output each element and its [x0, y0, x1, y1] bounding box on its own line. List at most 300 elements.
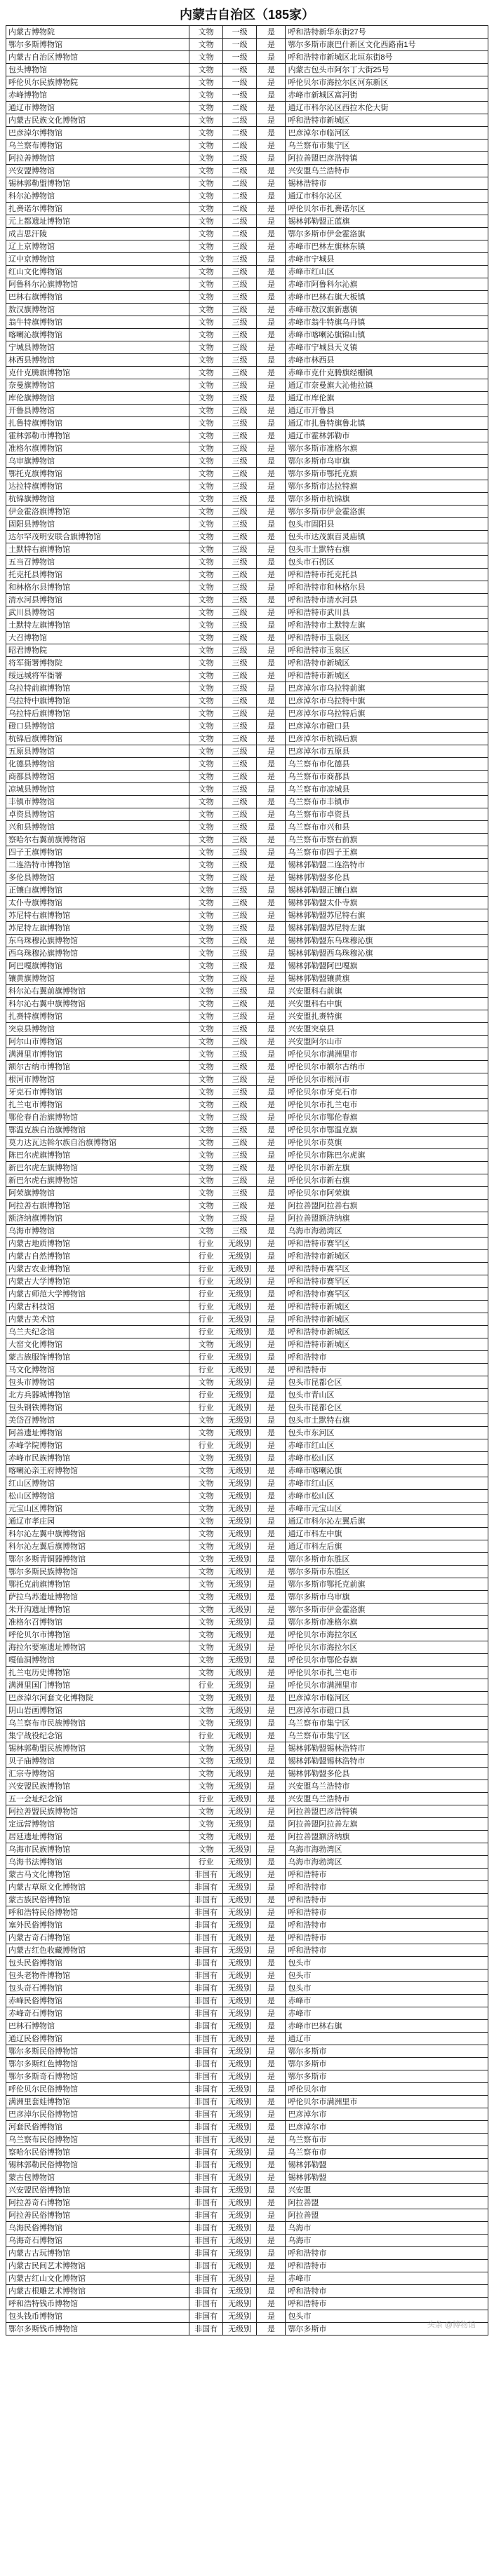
museum-type-cell: 非国有 — [189, 2007, 223, 2020]
museum-free-cell: 是 — [257, 203, 286, 215]
museum-name-cell: 内蒙古农业博物馆 — [6, 1263, 189, 1275]
museum-free-cell: 是 — [257, 1515, 286, 1528]
museum-type-cell: 文物 — [189, 1503, 223, 1515]
museum-free-cell: 是 — [257, 2247, 286, 2260]
table-row — [6, 859, 488, 872]
museum-address-cell: 通辽市开鲁县 — [286, 405, 488, 417]
table-row — [6, 1944, 488, 1957]
table-row — [6, 102, 488, 114]
museum-free-cell: 是 — [257, 152, 286, 165]
museum-name-cell: 库伦旗博物馆 — [6, 392, 189, 405]
museum-name-cell: 嘎仙洞博物馆 — [6, 1654, 189, 1667]
table-row — [6, 594, 488, 606]
museum-name-cell: 阿拉善奇石博物馆 — [6, 2197, 189, 2209]
table-row — [6, 581, 488, 594]
table-row — [6, 1439, 488, 1452]
museum-address-cell: 呼和浩特市新城区 — [286, 1313, 488, 1326]
museum-address-cell: 呼伦贝尔市新左旗 — [286, 1162, 488, 1174]
museum-name-cell: 内蒙古古玩博物馆 — [6, 2247, 189, 2260]
museum-name-cell: 乌兰察布市民族博物馆 — [6, 1717, 189, 1730]
table-row — [6, 127, 488, 140]
museum-type-cell: 文物 — [189, 1086, 223, 1099]
museum-address-cell: 通辽市科尔沁左翼后旗 — [286, 1515, 488, 1528]
museum-type-cell: 文物 — [189, 1717, 223, 1730]
museum-free-cell: 是 — [257, 1149, 286, 1162]
museum-type-cell: 文物 — [189, 1629, 223, 1641]
museum-level-cell: 无级别 — [223, 1995, 257, 2007]
museum-name-cell: 凉城县博物馆 — [6, 783, 189, 796]
table-row — [6, 985, 488, 998]
museum-name-cell: 托克托县博物馆 — [6, 569, 189, 581]
museum-free-cell: 是 — [257, 1793, 286, 1805]
museum-name-cell: 开鲁县博物馆 — [6, 405, 189, 417]
museum-type-cell: 文物 — [189, 291, 223, 304]
table-row — [6, 2222, 488, 2235]
museum-address-cell: 赤峰市阿鲁科尔沁旗 — [286, 278, 488, 291]
museum-address-cell: 呼和浩特市 — [286, 1869, 488, 1881]
table-row — [6, 1402, 488, 1414]
museum-name-cell: 满洲里国门博物馆 — [6, 1679, 189, 1692]
museum-name-cell: 正镶白旗博物馆 — [6, 884, 189, 897]
museum-level-cell: 三级 — [223, 1200, 257, 1212]
museum-level-cell: 无级别 — [223, 1654, 257, 1667]
museum-type-cell: 文物 — [189, 619, 223, 632]
museum-address-cell: 赤峰市喀喇沁旗锦山镇 — [286, 329, 488, 341]
museum-level-cell: 无级别 — [223, 1982, 257, 1995]
museum-address-cell: 呼和浩特新华东街27号 — [286, 26, 488, 39]
table-row — [6, 2033, 488, 2045]
museum-name-cell: 巴林石博物馆 — [6, 2020, 189, 2033]
museum-address-cell: 兴安盟阿尔山市 — [286, 1036, 488, 1048]
museum-name-cell: 马文化博物馆 — [6, 1364, 189, 1376]
museum-free-cell: 是 — [257, 581, 286, 594]
museum-name-cell: 巴彦淖尔民俗博物馆 — [6, 2108, 189, 2121]
museum-name-cell: 将军衙署博物院 — [6, 657, 189, 670]
museum-address-cell: 赤峰市林西县 — [286, 354, 488, 367]
museum-address-cell: 赤峰市 — [286, 2272, 488, 2285]
table-row — [6, 2247, 488, 2260]
museum-name-cell: 满洲里套娃博物馆 — [6, 2096, 189, 2108]
museum-free-cell: 是 — [257, 455, 286, 468]
museum-level-cell: 无级别 — [223, 1805, 257, 1818]
museum-free-cell: 是 — [257, 278, 286, 291]
museum-name-cell: 太仆寺旗博物馆 — [6, 897, 189, 909]
museum-address-cell: 鄂尔多斯市伊金霍洛旗 — [286, 506, 488, 518]
museum-address-cell: 乌兰察布市察右前旗 — [286, 834, 488, 846]
museum-type-cell: 行业 — [189, 1238, 223, 1250]
museum-name-cell: 乌海市博物馆 — [6, 1225, 189, 1238]
museum-address-cell: 鄂尔多斯市准格尔旗 — [286, 1616, 488, 1629]
museum-free-cell: 是 — [257, 1389, 286, 1402]
museum-free-cell: 是 — [257, 190, 286, 203]
table-row — [6, 1654, 488, 1667]
museum-level-cell: 三级 — [223, 556, 257, 569]
museum-name-cell: 鄂托克前旗博物馆 — [6, 1578, 189, 1591]
museum-level-cell: 三级 — [223, 518, 257, 531]
museum-type-cell: 行业 — [189, 1326, 223, 1338]
museum-name-cell: 松山区博物馆 — [6, 1490, 189, 1503]
museum-address-cell: 巴彦淖尔市乌拉特前旗 — [286, 682, 488, 695]
museum-type-cell: 文物 — [189, 909, 223, 922]
table-row — [6, 1616, 488, 1629]
museum-type-cell: 文物 — [189, 606, 223, 619]
museum-address-cell: 鄂尔多斯市 — [286, 2058, 488, 2070]
museum-type-cell: 非国有 — [189, 2310, 223, 2323]
museum-type-cell: 文物 — [189, 972, 223, 985]
museum-level-cell: 无级别 — [223, 1818, 257, 1831]
museum-level-cell: 三级 — [223, 922, 257, 935]
museum-type-cell: 文物 — [189, 26, 223, 39]
museum-address-cell: 呼伦贝尔市额尔古纳市 — [286, 1061, 488, 1073]
museum-level-cell: 无级别 — [223, 1641, 257, 1654]
museum-free-cell: 是 — [257, 1414, 286, 1427]
museum-free-cell: 是 — [257, 745, 286, 758]
museum-free-cell: 是 — [257, 1010, 286, 1023]
museum-free-cell: 是 — [257, 1263, 286, 1275]
museum-level-cell: 三级 — [223, 341, 257, 354]
museum-name-cell: 河套民俗博物馆 — [6, 2121, 189, 2134]
museum-address-cell: 呼和浩特市新城区 — [286, 1326, 488, 1338]
museum-name-cell: 乌海市民族博物馆 — [6, 1843, 189, 1856]
museum-address-cell: 呼和浩特市 — [286, 1906, 488, 1919]
museum-level-cell: 无级别 — [223, 2197, 257, 2209]
museum-level-cell: 二级 — [223, 114, 257, 127]
museum-address-cell: 赤峰市宁城县 — [286, 253, 488, 266]
museum-address-cell: 呼伦贝尔市莫旗 — [286, 1137, 488, 1149]
museum-level-cell: 无级别 — [223, 1856, 257, 1869]
museum-level-cell: 无级别 — [223, 1515, 257, 1528]
table-row — [6, 2285, 488, 2298]
watermark: 头条 @博物馆 — [427, 2321, 476, 2329]
museum-type-cell: 行业 — [189, 1679, 223, 1692]
museum-type-cell: 非国有 — [189, 2058, 223, 2070]
table-row — [6, 2134, 488, 2146]
table-row — [6, 2159, 488, 2171]
museum-free-cell: 是 — [257, 405, 286, 417]
museum-address-cell: 阿拉善盟巴彦浩特镇 — [286, 152, 488, 165]
museum-free-cell: 是 — [257, 2146, 286, 2159]
museum-level-cell: 三级 — [223, 935, 257, 947]
museum-type-cell: 文物 — [189, 1704, 223, 1717]
museum-free-cell: 是 — [257, 354, 286, 367]
museum-address-cell: 包头市达茂旗百灵庙镇 — [286, 531, 488, 543]
table-row — [6, 1301, 488, 1313]
table-row — [6, 341, 488, 354]
museum-level-cell: 无级别 — [223, 1742, 257, 1755]
museum-address-cell: 锡林郭勒盟正蓝旗 — [286, 215, 488, 228]
museum-type-cell: 非国有 — [189, 1982, 223, 1995]
museum-free-cell: 是 — [257, 1730, 286, 1742]
museum-address-cell: 锡林郭勒盟锡林浩特市 — [286, 1755, 488, 1768]
museum-type-cell: 文物 — [189, 1591, 223, 1604]
museum-level-cell: 无级别 — [223, 2058, 257, 2070]
museum-name-cell: 清水河县博物馆 — [6, 594, 189, 606]
museum-free-cell: 是 — [257, 1162, 286, 1174]
museum-free-cell: 是 — [257, 1970, 286, 1982]
museum-level-cell: 一级 — [223, 89, 257, 102]
museum-level-cell: 无级别 — [223, 1616, 257, 1629]
museum-free-cell: 是 — [257, 2285, 286, 2298]
museum-name-cell: 内蒙古根雕艺术博物馆 — [6, 2285, 189, 2298]
museum-name-cell: 内蒙古民间艺术博物馆 — [6, 2260, 189, 2272]
table-row — [6, 682, 488, 695]
museum-address-cell: 呼和浩特市 — [286, 1894, 488, 1906]
museum-free-cell: 是 — [257, 1338, 286, 1351]
museum-name-cell: 内蒙古大学博物馆 — [6, 1275, 189, 1288]
table-row — [6, 2209, 488, 2222]
museum-level-cell: 三级 — [223, 745, 257, 758]
museum-name-cell: 奈曼旗博物馆 — [6, 379, 189, 392]
museum-free-cell: 是 — [257, 1982, 286, 1995]
museum-type-cell: 文物 — [189, 140, 223, 152]
museum-free-cell: 是 — [257, 670, 286, 682]
museum-level-cell: 无级别 — [223, 2235, 257, 2247]
museum-free-cell: 是 — [257, 783, 286, 796]
museum-level-cell: 无级别 — [223, 2285, 257, 2298]
museum-name-cell: 辽上京博物馆 — [6, 240, 189, 253]
museum-type-cell: 文物 — [189, 808, 223, 821]
museum-type-cell: 文物 — [189, 493, 223, 506]
museum-name-cell: 内蒙古民族文化博物馆 — [6, 114, 189, 127]
museum-name-cell: 塞外民俗博物馆 — [6, 1919, 189, 1932]
museum-type-cell: 文物 — [189, 720, 223, 733]
museum-type-cell: 文物 — [189, 1048, 223, 1061]
museum-free-cell: 是 — [257, 808, 286, 821]
museum-address-cell: 兴安盟突泉县 — [286, 1023, 488, 1036]
museum-address-cell: 通辽市库伦旗 — [286, 392, 488, 405]
museum-name-cell: 赤峰市民族博物馆 — [6, 1452, 189, 1465]
museum-address-cell: 呼伦贝尔市陈巴尔虎旗 — [286, 1149, 488, 1162]
museum-address-cell: 乌兰察布市兴和县 — [286, 821, 488, 834]
museum-address-cell: 赤峰市红山区 — [286, 266, 488, 278]
museum-type-cell: 文物 — [189, 165, 223, 177]
museum-type-cell: 文物 — [189, 1818, 223, 1831]
museum-type-cell: 文物 — [189, 1111, 223, 1124]
table-row — [6, 64, 488, 76]
museum-free-cell: 是 — [257, 695, 286, 707]
museum-address-cell: 呼伦贝尔市鄂温克旗 — [286, 1124, 488, 1137]
museum-free-cell: 是 — [257, 1326, 286, 1338]
table-row — [6, 1124, 488, 1137]
museum-address-cell: 包头市 — [286, 1957, 488, 1970]
museum-name-cell: 新巴尔虎右旗博物馆 — [6, 1174, 189, 1187]
table-row — [6, 1831, 488, 1843]
museum-level-cell: 三级 — [223, 316, 257, 329]
museum-type-cell: 文物 — [189, 215, 223, 228]
museum-level-cell: 无级别 — [223, 1717, 257, 1730]
museum-level-cell: 三级 — [223, 972, 257, 985]
museum-free-cell: 是 — [257, 379, 286, 392]
museum-type-cell: 文物 — [189, 947, 223, 960]
museum-free-cell: 是 — [257, 543, 286, 556]
museum-level-cell: 无级别 — [223, 1578, 257, 1591]
museum-type-cell: 文物 — [189, 480, 223, 493]
museum-type-cell: 非国有 — [189, 1932, 223, 1944]
museum-free-cell: 是 — [257, 1225, 286, 1238]
museum-address-cell: 呼伦贝尔市满洲里市 — [286, 1679, 488, 1692]
museum-address-cell: 锡林郭勒盟二连浩特市 — [286, 859, 488, 872]
museum-level-cell: 无级别 — [223, 1566, 257, 1578]
museum-type-cell: 文物 — [189, 581, 223, 594]
museum-type-cell: 文物 — [189, 190, 223, 203]
museum-type-cell: 非国有 — [189, 1906, 223, 1919]
table-row — [6, 140, 488, 152]
museum-type-cell: 文物 — [189, 114, 223, 127]
museum-level-cell: 无级别 — [223, 1288, 257, 1301]
table-row — [6, 2108, 488, 2121]
museum-type-cell: 非国有 — [189, 2184, 223, 2197]
museum-level-cell: 无级别 — [223, 1869, 257, 1881]
museum-free-cell: 是 — [257, 657, 286, 670]
museum-level-cell: 无级别 — [223, 1932, 257, 1944]
museum-level-cell: 三级 — [223, 379, 257, 392]
table-row — [6, 1768, 488, 1780]
table-row — [6, 354, 488, 367]
museum-name-cell: 科尔沁右翼前旗博物馆 — [6, 985, 189, 998]
table-row — [6, 2235, 488, 2247]
museum-type-cell: 文物 — [189, 506, 223, 518]
museum-address-cell: 阿拉善盟巴彦浩特镇 — [286, 1805, 488, 1818]
museum-type-cell: 文物 — [189, 468, 223, 480]
museum-address-cell: 呼和浩特市玉泉区 — [286, 632, 488, 644]
museum-level-cell: 无级别 — [223, 2108, 257, 2121]
table-row — [6, 215, 488, 228]
museum-type-cell: 文物 — [189, 1149, 223, 1162]
museum-type-cell: 文物 — [189, 354, 223, 367]
table-row — [6, 1111, 488, 1124]
museum-name-cell: 乌海书法博物馆 — [6, 1856, 189, 1869]
museum-address-cell: 巴彦淖尔市五原县 — [286, 745, 488, 758]
museum-name-cell: 蒙古族民俗博物馆 — [6, 1894, 189, 1906]
table-row — [6, 998, 488, 1010]
museum-level-cell: 二级 — [223, 190, 257, 203]
table-row — [6, 1856, 488, 1869]
museum-type-cell: 非国有 — [189, 1869, 223, 1881]
museum-level-cell: 无级别 — [223, 1679, 257, 1692]
museum-address-cell: 鄂尔多斯市鄂托克旗 — [286, 468, 488, 480]
table-row — [6, 1881, 488, 1894]
museum-address-cell: 阿拉善盟额济纳旗 — [286, 1831, 488, 1843]
table-row — [6, 1137, 488, 1149]
museum-type-cell: 文物 — [189, 682, 223, 695]
museum-name-cell: 居延遗址博物馆 — [6, 1831, 189, 1843]
museum-name-cell: 达拉特旗博物馆 — [6, 480, 189, 493]
museum-name-cell: 喀喇沁旗博物馆 — [6, 329, 189, 341]
museum-level-cell: 无级别 — [223, 2310, 257, 2323]
museum-name-cell: 额尔古纳市博物馆 — [6, 1061, 189, 1073]
table-row — [6, 152, 488, 165]
museum-name-cell: 丰镇市博物馆 — [6, 796, 189, 808]
table-row — [6, 1149, 488, 1162]
museum-address-cell: 呼和浩特市新城区 — [286, 1250, 488, 1263]
museum-address-cell: 呼伦贝尔市海拉尔区河东新区 — [286, 76, 488, 89]
table-row — [6, 1187, 488, 1200]
museum-name-cell: 扎兰屯历史博物馆 — [6, 1667, 189, 1679]
museum-address-cell: 乌海市海勃湾区 — [286, 1843, 488, 1856]
table-row — [6, 1313, 488, 1326]
museum-level-cell: 二级 — [223, 102, 257, 114]
museum-free-cell: 是 — [257, 796, 286, 808]
museum-free-cell: 是 — [257, 1906, 286, 1919]
museum-name-cell: 苏尼特右旗博物馆 — [6, 909, 189, 922]
museum-type-cell: 文物 — [189, 430, 223, 442]
museum-address-cell: 呼和浩特市赛罕区 — [286, 1288, 488, 1301]
museum-type-cell: 文物 — [189, 670, 223, 682]
museum-address-cell: 包头市青山区 — [286, 1389, 488, 1402]
museum-type-cell: 文物 — [189, 733, 223, 745]
museum-free-cell: 是 — [257, 556, 286, 569]
museum-type-cell: 文物 — [189, 1212, 223, 1225]
museum-name-cell: 朱开沟遗址博物馆 — [6, 1604, 189, 1616]
museum-name-cell: 包头钢铁博物馆 — [6, 1402, 189, 1414]
museum-free-cell: 是 — [257, 771, 286, 783]
museum-type-cell: 文物 — [189, 1465, 223, 1477]
museum-free-cell: 是 — [257, 1692, 286, 1704]
museum-level-cell: 无级别 — [223, 1957, 257, 1970]
table-row — [6, 2083, 488, 2096]
museum-type-cell: 行业 — [189, 1301, 223, 1313]
table-row — [6, 1805, 488, 1818]
table-row — [6, 39, 488, 51]
museum-level-cell: 无级别 — [223, 1540, 257, 1553]
museum-free-cell: 是 — [257, 1313, 286, 1326]
museum-name-cell: 蒙古马文化博物馆 — [6, 1869, 189, 1881]
museum-type-cell: 非国有 — [189, 2033, 223, 2045]
museum-free-cell: 是 — [257, 758, 286, 771]
museum-free-cell: 是 — [257, 1351, 286, 1364]
museum-free-cell: 是 — [257, 1641, 286, 1654]
museum-level-cell: 三级 — [223, 304, 257, 316]
table-row — [6, 846, 488, 859]
museum-address-cell: 呼伦贝尔市阿荣旗 — [286, 1187, 488, 1200]
museum-free-cell: 是 — [257, 2260, 286, 2272]
museum-name-cell: 陈巴尔虎旗博物馆 — [6, 1149, 189, 1162]
museum-name-cell: 乌拉特前旗博物馆 — [6, 682, 189, 695]
museum-free-cell: 是 — [257, 1301, 286, 1313]
table-row — [6, 1717, 488, 1730]
museum-level-cell: 无级别 — [223, 2033, 257, 2045]
museum-name-cell: 翁牛特旗博物馆 — [6, 316, 189, 329]
museum-name-cell: 定远营博物馆 — [6, 1818, 189, 1831]
table-row — [6, 872, 488, 884]
museum-level-cell: 三级 — [223, 771, 257, 783]
museum-type-cell: 文物 — [189, 1553, 223, 1566]
museum-name-cell: 武川县博物馆 — [6, 606, 189, 619]
museum-level-cell: 无级别 — [223, 1591, 257, 1604]
museum-level-cell: 无级别 — [223, 1629, 257, 1641]
museum-level-cell: 一级 — [223, 64, 257, 76]
museum-free-cell: 是 — [257, 1566, 286, 1578]
museum-free-cell: 是 — [257, 518, 286, 531]
museum-level-cell: 三级 — [223, 266, 257, 278]
table-row — [6, 405, 488, 417]
museum-level-cell: 二级 — [223, 127, 257, 140]
museum-address-cell: 呼和浩特市 — [286, 2260, 488, 2272]
museum-level-cell: 三级 — [223, 1099, 257, 1111]
museum-name-cell: 科尔沁左翼中旗博物馆 — [6, 1528, 189, 1540]
museum-type-cell: 非国有 — [189, 2121, 223, 2134]
museum-level-cell: 无级别 — [223, 1528, 257, 1540]
museum-type-cell: 文物 — [189, 1225, 223, 1238]
museum-free-cell: 是 — [257, 2058, 286, 2070]
table-row — [6, 1540, 488, 1553]
museum-level-cell: 无级别 — [223, 1452, 257, 1465]
museum-free-cell: 是 — [257, 1805, 286, 1818]
museum-name-cell: 新巴尔虎左旗博物馆 — [6, 1162, 189, 1174]
museum-free-cell: 是 — [257, 1099, 286, 1111]
museum-type-cell: 文物 — [189, 266, 223, 278]
museum-address-cell: 包头市土默特右旗 — [286, 1414, 488, 1427]
